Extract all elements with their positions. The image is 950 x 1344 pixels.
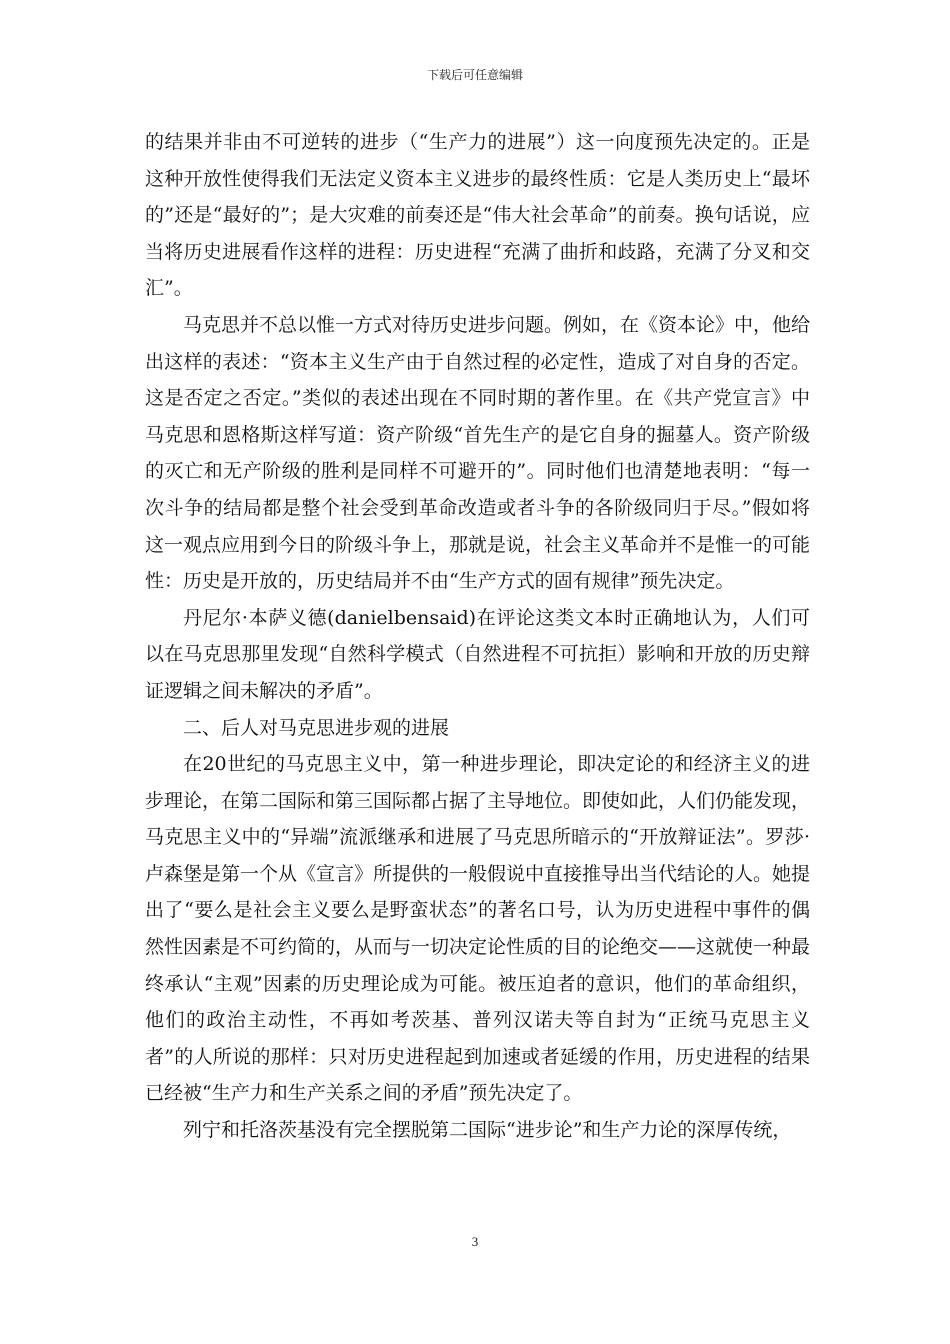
section-heading: 二、后人对马克思进步观的进展 (183, 716, 450, 739)
paragraph-lenin-trotsky: 列宁和托洛茨基没有完全摆脱第二国际“进步论”和生产力论的深厚传统， (183, 1119, 792, 1142)
page-number: 3 (471, 1234, 479, 1249)
paragraph-20th-century: 在20世纪的马克思主义中，第一种进步理论，即决定论的和经济主义的进步理论，在第二国际和第三国际都占据了主导地位。即使如此，人们仍能发现，马克思主义中的“异端”流派继承和进展了马克思所暗示的“开放辩证法”。罗莎·卢森堡是第一个从《宣言》所提供的一般假说中直接推导出当代结论的人。她提出了“要么是社会主义要么是野蛮状态”的著名口号，认为历史进程中事件的偶然性因素是不可约简的，从而与一切决定论性质的目的论绝交——这就使一种最终承认“主观”因素的历史理论成为可能。被压迫者的意识，他们的革命组织，他们的政治主动性，不再如考茨基、普列汉诺夫等自封为“正统马克思主义者”的人所说的那样：只对历史进程起到加速或者延缓的作用，历史进程的结果已经被“生产力和生产关系之间的矛盾”预先决定了。 (145, 753, 811, 1105)
paragraph-continuation: 的结果并非由不可逆转的进步（“生产力的进展”）这一向度预先决定的。正是这种开放性使得我们无法定义资本主义进步的最终性质：它是人类历史上“最坏的”还是“最好的”；是大灾难的前奏还是“伟大社会革命”的前奏。换句话说，应当将历史进展看作这样的进程：历史进程“充满了曲折和歧路，充满了分叉和交汇”。 (145, 131, 810, 300)
page-header: 下载后可任意编辑 (426, 68, 523, 82)
paragraph-bensaid: 丹尼尔·本萨义德(danielbensaid)在评论这类文本时正确地认为，人们可以在马克思那里发现“自然科学模式（自然进程不可抗拒）影响和开放的历史辩证逻辑之间未解决的矛盾”。 (145, 606, 810, 702)
paragraph-marx-progress: 马克思并不总以惟一方式对待历史进步问题。例如，在《资本论》中，他给出这样的表述：“资本主义生产由于自然过程的必定性，造成了对自身的否定。这是否定之否定。”类似的表述出现在不同时期的著作里。在《共产党宣言》中马克思和恩格斯这样写道：资产阶级“首先生产的是它自身的掘墓人。资产阶级的灭亡和无产阶级的胜利是同样不可避开的”。同时他们也清楚地表明：“每一次斗争的结局都是整个社会受到革命改造或者斗争的各阶级同归于尽。”假如将这一观点应用到今日的阶级斗争上，那就是说，社会主义革命并不是惟一的可能性：历史是开放的，历史结局并不由“生产方式的固有规律”预先决定。 (145, 313, 811, 593)
document-body (145, 124, 810, 1149)
